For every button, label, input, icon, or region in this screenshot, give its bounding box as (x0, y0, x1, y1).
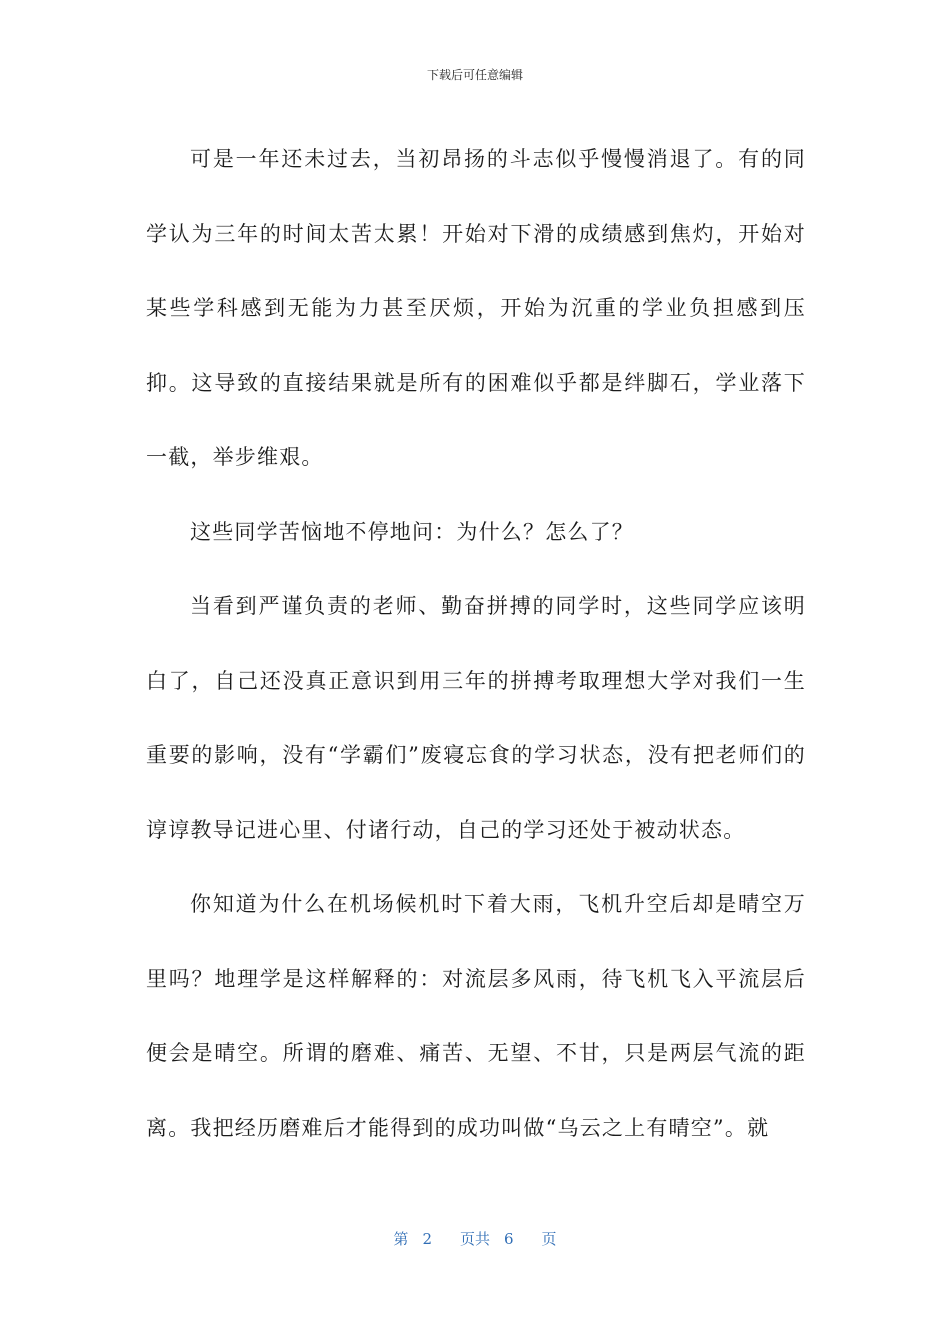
footer-suffix: 页 (541, 1230, 557, 1248)
footer-middle: 页共 (459, 1230, 490, 1248)
paragraph-3: 当看到严谨负责的老师、勤奋拼搏的同学时，这些同学应该明白了，自己还没真正意识到用三年的拼搏考取理想大学对我们一生重要的影响，没有“学霸们”废寝忘食的学习状态，没有把老师们的谆谆教导记进心里、付诸行动，自己的学习还处于被动状态。 (146, 594, 806, 842)
page-footer (0, 1229, 950, 1249)
paragraph-1: 可是一年还未过去，当初昂扬的斗志似乎慢慢消退了。有的同学认为三年的时间太苦太累！开始对下滑的成绩感到焦灼，开始对某些学科感到无能为力甚至厌烦，开始为沉重的学业负担感到压抑。这导致的直接结果就是所有的困难似乎都是绊脚石，学业落下一截，举步维艰。 (146, 147, 806, 469)
paragraph-4: 你知道为什么在机场候机时下着大雨，飞机升空后却是晴空万里吗？地理学是这样解释的：对流层多风雨，待飞机飞入平流层后便会是晴空。所谓的磨难、痛苦、无望、不甘，只是两层气流的距离。我把经历磨难后才能得到的成功叫做“乌云之上有晴空”。就 (146, 892, 806, 1140)
page-header: 下载后可任意编辑 (426, 68, 523, 82)
document-body (146, 122, 806, 1165)
footer-total-pages: 6 (504, 1230, 514, 1248)
paragraph-2: 这些同学苦恼地不停地问：为什么？怎么了？ (190, 519, 634, 544)
footer-prefix: 第 (393, 1230, 409, 1248)
footer-current-page: 2 (422, 1230, 432, 1248)
